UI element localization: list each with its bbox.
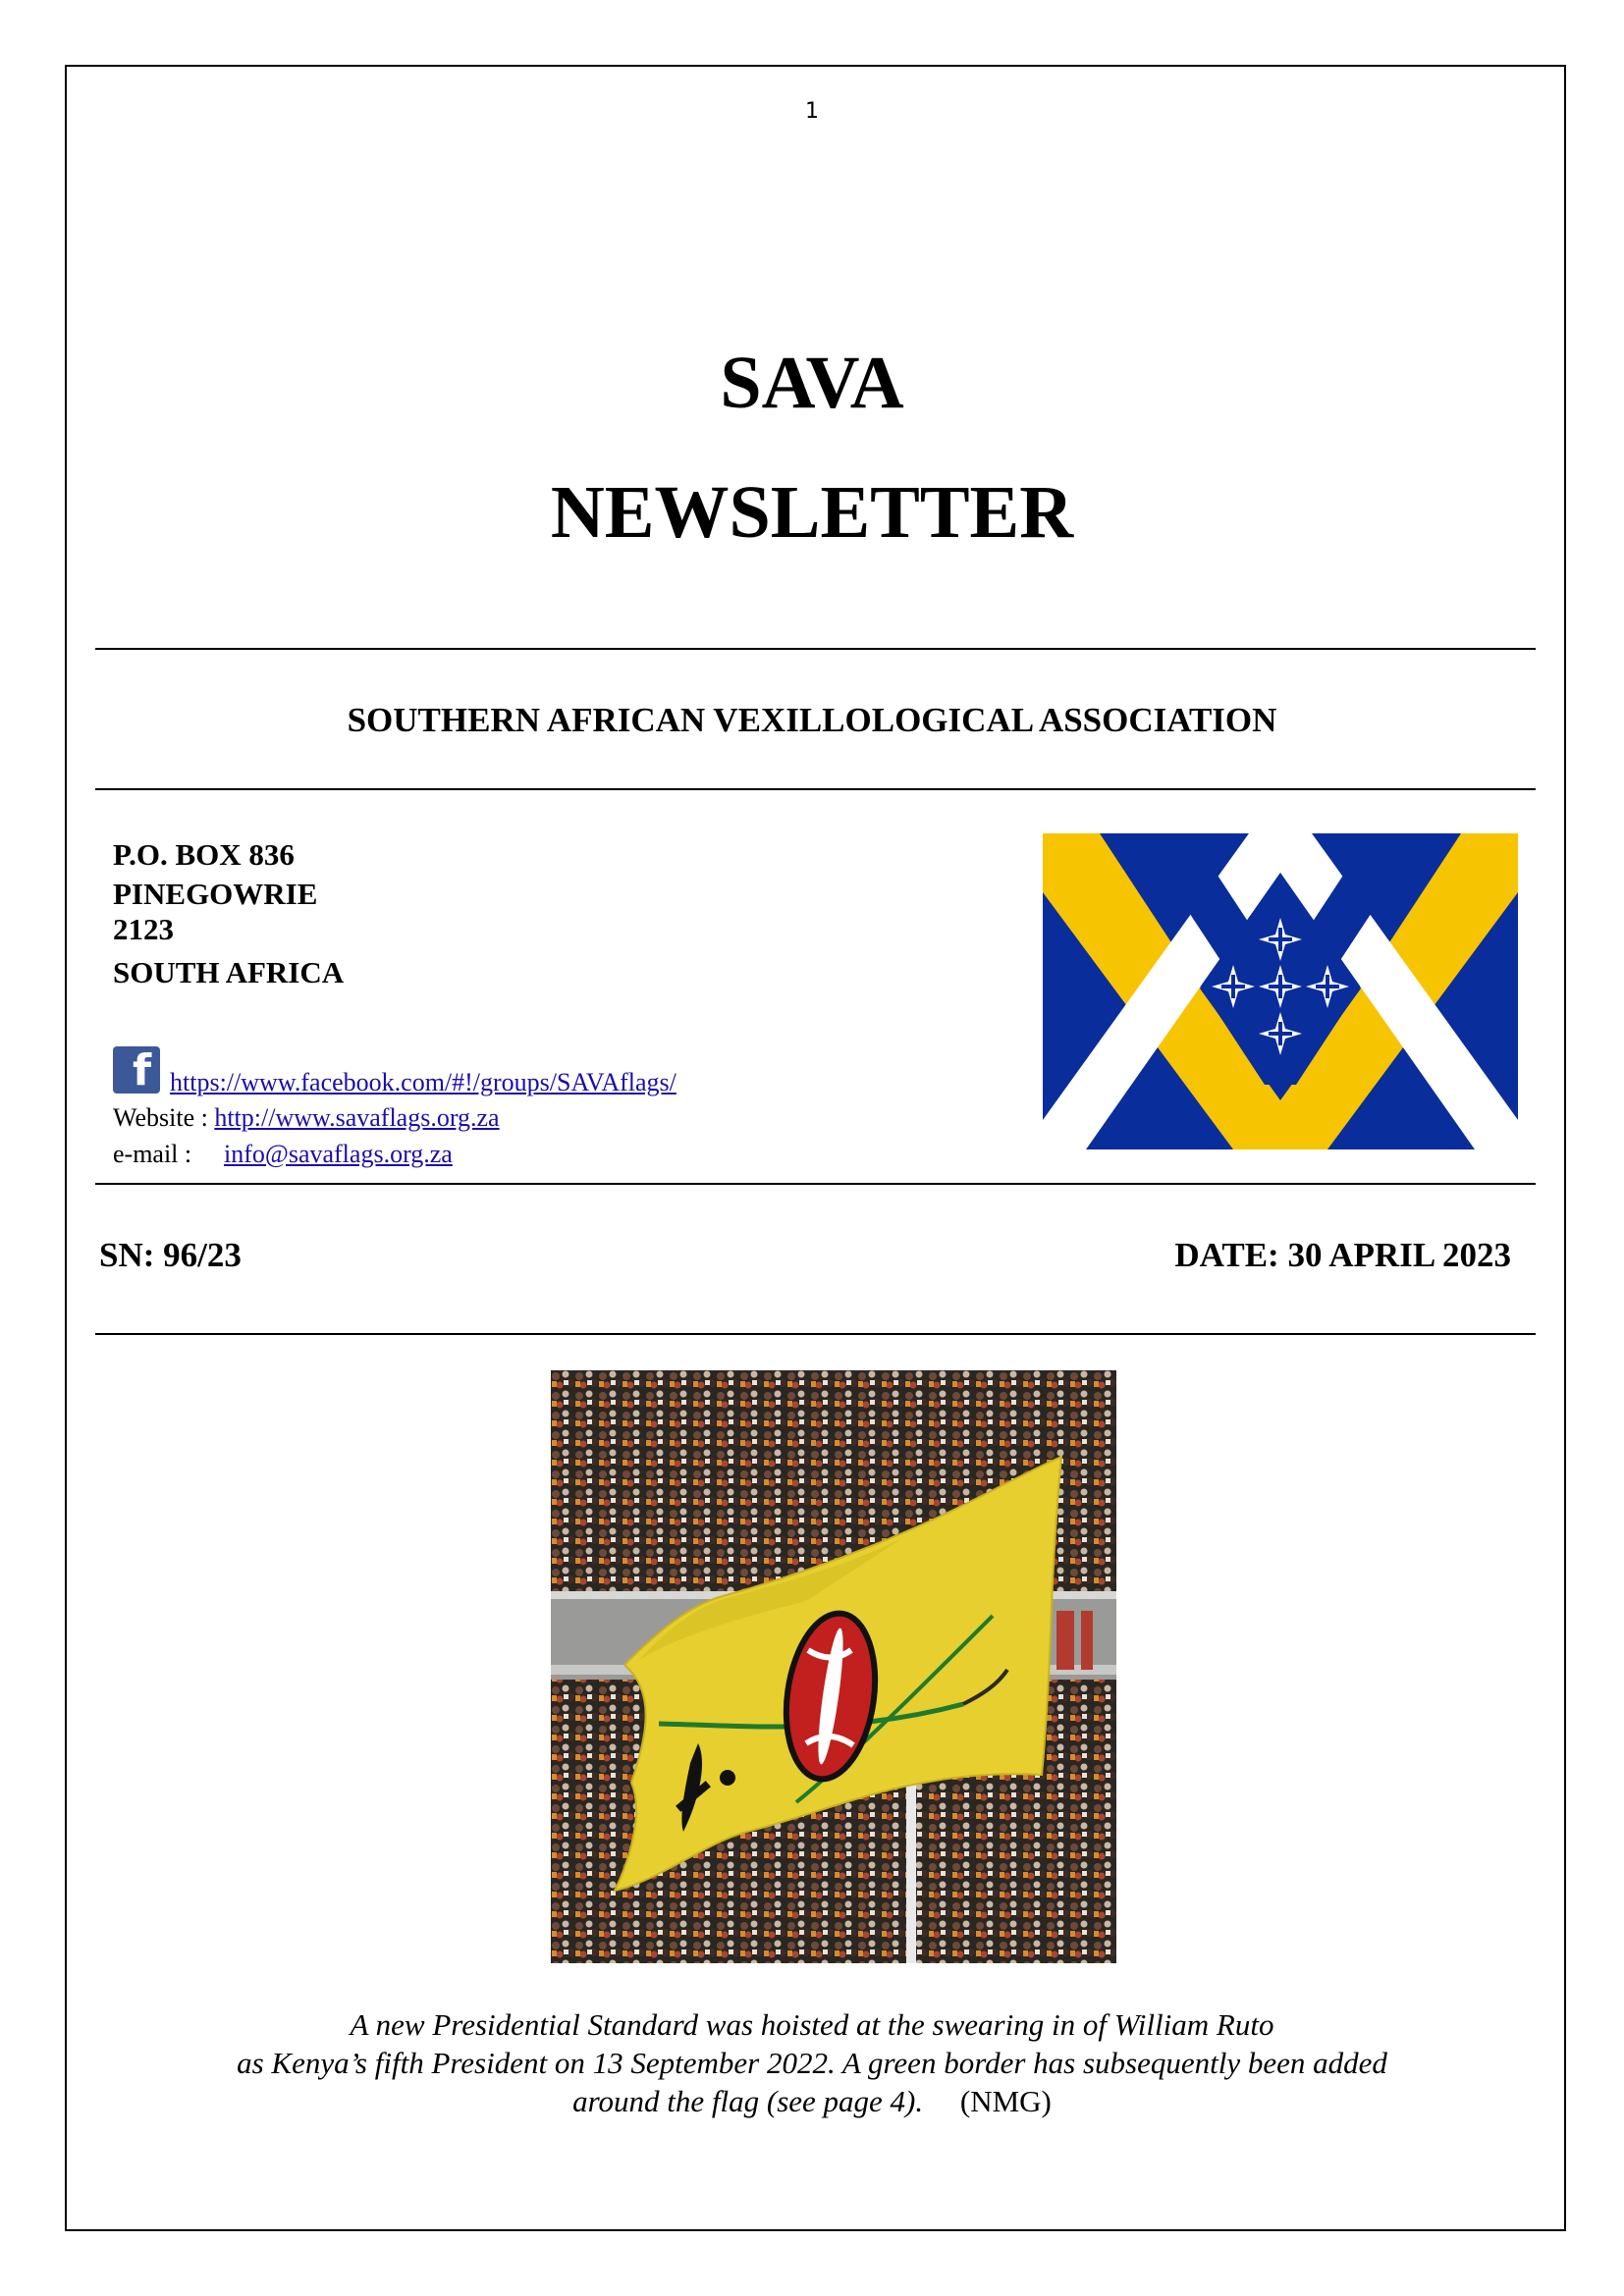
caption-line-text: around the flag (see page 4). <box>572 2084 924 2118</box>
website-link[interactable]: http://www.savaflags.org.za <box>214 1103 500 1132</box>
divider <box>95 1333 1536 1335</box>
title-newsletter: NEWSLETTER <box>550 471 1074 554</box>
caption-line: as Kenya’s fifth President on 13 September 2022. A green border has subsequently been added <box>237 2046 1387 2080</box>
caption-line <box>0 2082 1624 2120</box>
address-line: SOUTH AFRICA <box>113 955 345 989</box>
email-link[interactable]: info@savaflags.org.za <box>224 1140 453 1168</box>
facebook-line <box>170 1068 677 1097</box>
presidential-standard-photo <box>551 1370 1116 1963</box>
association-name: SOUTHERN AFRICAN VEXILLOLOGICAL ASSOCIATION <box>347 701 1277 739</box>
page-number: 1 <box>805 99 819 124</box>
divider <box>95 648 1536 650</box>
address-line: P.O. BOX 836 <box>113 837 295 872</box>
serial-number: SN: 96/23 <box>99 1236 242 1274</box>
divider <box>95 788 1536 790</box>
email-line <box>113 1140 453 1169</box>
facebook-link[interactable]: https://www.facebook.com/#!/groups/SAVAflags/ <box>170 1068 677 1096</box>
website-label: Website : <box>113 1103 208 1132</box>
title-sava: SAVA <box>720 342 904 424</box>
photo-caption <box>0 2005 1624 2120</box>
email-label: e-mail : <box>113 1140 192 1168</box>
website-line <box>113 1103 500 1133</box>
address-line: PINEGOWRIE <box>113 877 318 911</box>
divider <box>95 1183 1536 1185</box>
postal-address <box>113 835 344 992</box>
caption-line: A new Presidential Standard was hoisted at the swearing in of William Ruto <box>350 2007 1274 2042</box>
sava-flag-logo <box>1043 833 1518 1149</box>
issue-date: DATE: 30 APRIL 2023 <box>1174 1236 1511 1274</box>
facebook-icon[interactable]: f <box>113 1046 160 1094</box>
photo-credit: (NMG) <box>959 2084 1052 2118</box>
address-line: 2123 <box>113 912 174 946</box>
